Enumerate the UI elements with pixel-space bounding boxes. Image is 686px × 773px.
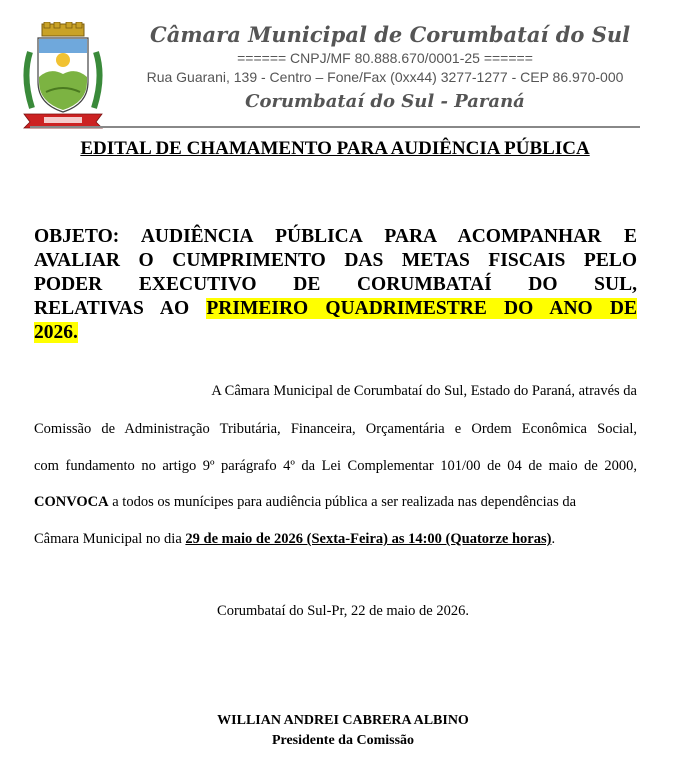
body-line-5-end: . xyxy=(551,531,556,547)
body-line-1: A Câmara Municipal de Corumbataí do Sul, Estado do Paraná, através da xyxy=(211,383,637,399)
objeto-year: 2026 xyxy=(34,322,73,343)
document-title xyxy=(30,138,640,160)
hearing-date: 29 de maio de 2026 (Sexta-Feira) as 14:00 (Quatorze horas) xyxy=(185,531,552,547)
place-date: Corumbataí do Sul-Pr, 22 de maio de 2026. xyxy=(217,603,469,619)
objeto-line-4 xyxy=(34,297,637,321)
convoca-word: CONVOCA xyxy=(34,494,109,510)
objeto-line-2: AVALIAR O CUMPRIMENTO DAS METAS FISCAIS PELO xyxy=(34,250,637,271)
body-line-4-rest: a todos os munícipes para audiência pública a ser realizada nas dependências da xyxy=(108,494,577,510)
objeto-highlight-2 xyxy=(34,322,78,343)
institution-name: Câmara Municipal de Corumbataí do Sul xyxy=(150,22,631,47)
objeto-line-5 xyxy=(34,321,637,345)
body-line-2: Comissão de Administração Tributária, Financeira, Orçamentária e Ordem Econômica Social, xyxy=(34,421,637,437)
objeto-line-1: OBJETO: AUDIÊNCIA PÚBLICA PARA ACOMPANHAR E xyxy=(34,226,637,247)
cnpj-line: ====== CNPJ/MF 80.888.670/0001-25 ====== xyxy=(237,50,533,66)
body-line-5-prefix: Câmara Municipal no dia xyxy=(34,531,186,547)
signer-name: WILLIAN ANDREI CABRERA ALBINO xyxy=(217,713,469,728)
coat-of-arms-icon xyxy=(20,22,106,130)
objeto-period: . xyxy=(73,322,78,343)
objeto-line-4-prefix: RELATIVAS AO xyxy=(34,298,207,319)
header-divider xyxy=(30,126,640,128)
body-line-4 xyxy=(34,494,637,511)
document-title-text: EDITAL DE CHAMAMENTO PARA AUDIÊNCIA PÚBLICA xyxy=(80,138,590,159)
address-line: Rua Guarani, 139 - Centro – Fone/Fax (0xx44) 3277-1277 - CEP 86.970-000 xyxy=(146,69,624,85)
city-line: Corumbataí do Sul - Paraná xyxy=(245,91,525,112)
body-line-5 xyxy=(34,531,637,548)
body-line-3: com fundamento no artigo 9º parágrafo 4º da Lei Complementar 101/00 de 04 de maio de 2000, xyxy=(34,458,637,474)
signer-role: Presidente da Comissão xyxy=(271,733,415,748)
objeto-highlight-1: PRIMEIRO QUADRIMESTRE DO ANO DE xyxy=(206,298,637,319)
objeto-block xyxy=(34,225,637,345)
objeto-line-3: PODER EXECUTIVO DE CORUMBATAÍ DO SUL, xyxy=(34,274,637,295)
